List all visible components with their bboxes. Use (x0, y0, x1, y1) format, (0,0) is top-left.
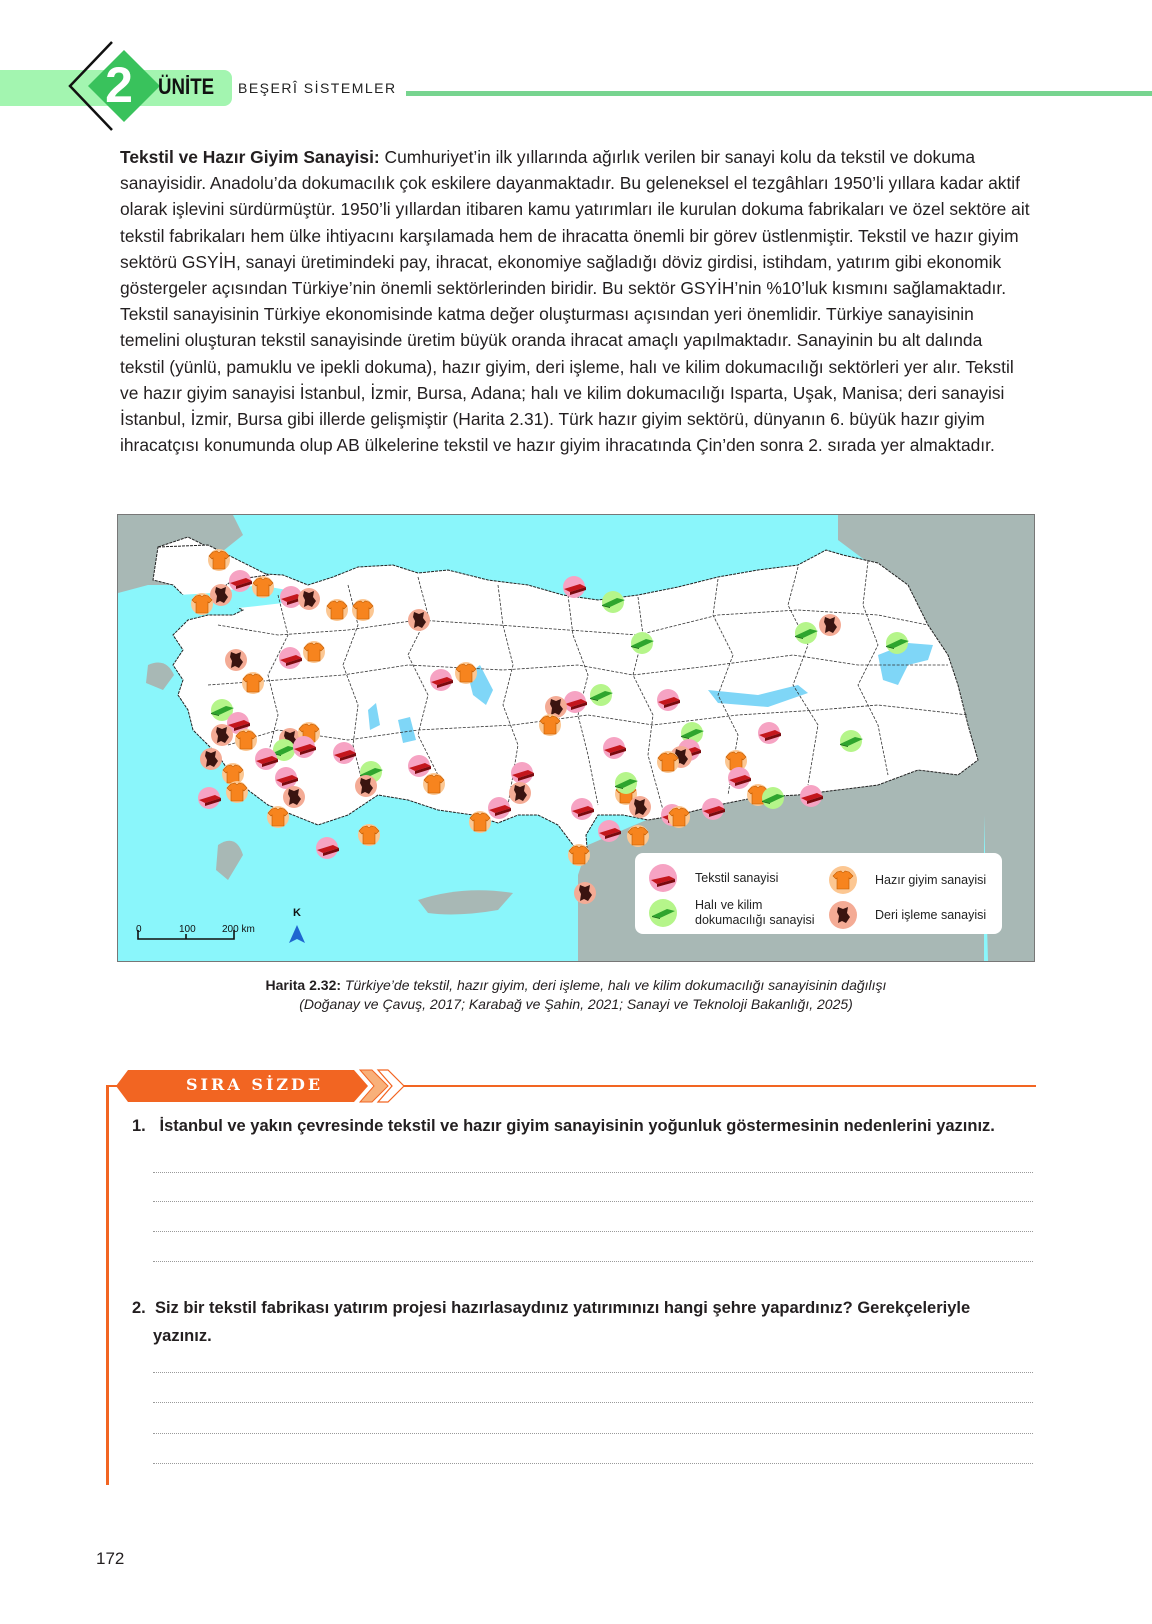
marker-tekstil (603, 737, 626, 759)
question-text-cont: yazınız. (153, 1327, 212, 1345)
legend-item-hali-kilim (649, 898, 815, 928)
activity-title: SIRA SİZDE (186, 1075, 324, 1094)
marker-hali (631, 632, 654, 654)
paragraph-lead: Tekstil ve Hazır Giyim Sanayisi: (120, 147, 380, 167)
marker-hazir (627, 825, 649, 847)
marker-hazir (226, 781, 248, 803)
marker-deri (210, 584, 232, 606)
answer-line[interactable] (153, 1433, 1033, 1434)
marker-tekstil (598, 820, 621, 842)
marker-hazir (358, 824, 380, 846)
marker-deri (574, 882, 596, 904)
marker-tekstil (657, 689, 680, 711)
marker-tekstil (316, 837, 339, 859)
marker-hazir (326, 599, 348, 621)
map-legend (635, 853, 1002, 934)
marker-hazir (423, 773, 445, 795)
unit-number: 2 (105, 57, 133, 113)
marker-tekstil (488, 797, 511, 819)
carpet-icon (649, 899, 677, 927)
question-1 (132, 1117, 995, 1136)
marker-tekstil (563, 576, 586, 598)
legend-item-hazir-giyim (829, 866, 986, 894)
marker-tekstil (279, 647, 302, 669)
marker-hazir (191, 593, 213, 615)
marker-hazir (469, 811, 491, 833)
answer-line[interactable] (153, 1463, 1033, 1464)
marker-hazir (668, 806, 690, 828)
marker-hali (886, 632, 909, 654)
question-number: 1. (132, 1117, 146, 1135)
unit-label: ÜNİTE (158, 74, 215, 99)
marker-hali (840, 730, 863, 752)
legend-item-tekstil (649, 864, 778, 892)
question-number: 2. (132, 1299, 146, 1317)
marker-hazir (208, 549, 230, 571)
marker-deri (408, 609, 430, 631)
legend-label: Deri işleme sanayisi (875, 908, 987, 922)
marker-tekstil (758, 722, 781, 744)
marker-tekstil (564, 691, 587, 713)
body-paragraph (120, 144, 1030, 458)
marker-tekstil (408, 755, 431, 777)
section-title: BEŞERÎ SİSTEMLER (238, 80, 397, 96)
tshirt-icon (829, 866, 857, 894)
answer-line[interactable] (153, 1402, 1033, 1403)
marker-hazir (252, 576, 274, 598)
marker-tekstil (571, 798, 594, 820)
marker-tekstil (702, 798, 725, 820)
marker-tekstil (800, 785, 823, 807)
answer-line[interactable] (153, 1201, 1033, 1202)
answer-line[interactable] (153, 1172, 1033, 1173)
marker-hali (590, 684, 613, 706)
marker-hazir (568, 844, 590, 866)
marker-tekstil (511, 762, 534, 784)
north-arrow-icon (287, 924, 307, 944)
caption-label: Harita 2.32: (265, 977, 342, 993)
scale-tick-0: 0 (136, 924, 142, 935)
marker-hali (762, 787, 785, 809)
marker-hazir (267, 806, 289, 828)
marker-tekstil (275, 767, 298, 789)
question-text: Siz bir tekstil fabrikası yatırım projesi hazırlasaydınız yatırımınızı hangi şehre yapardınız? Gerekçeleriyle (154, 1299, 971, 1317)
paragraph-text: Cumhuriyet’in ilk yıllarında ağırlık verilen bir sanayi kolu da tekstil ve dokuma sanayisidir. Anadolu’da dokumacılık çok eskilere dayanmaktadır. Bu geleneksel el tezgâhları 1950’li yıllara kadar aktif olarak işlevini sürdürmüştür. 1950’li yıllardan itibaren kamu yatırımları ile kurulan dokuma fabrikaları ve özel sektöre ait tekstil fabrikaları hem ülke ihtiyacını karşılamada hem de ihracatta önemli bir görev üstlenmiştir. Tekstil ve hazır giyim sektörü GSYİH, sanayi üretimindeki pay, ihracat, ekonomiye sağladığı döviz girdisi, istihdam, yatırım gibi ekonomik göstergeler açısından Türkiye’nin önemli sektörlerinden biridir. Bu sektör GSYİH’nin %10’luk kısmını sağlamaktadır. Tekstil sanayisinin Türkiye ekonomisinde katma değer oluşturması açısından yeri önemlidir. Türkiye sanayisinin temelini oluşturan tekstil sanayisinde üretim büyük oranda ihracat amaçlı yapılmaktadır. Sanayinin bu alt dalında tekstil (yünlü, pamuklu ve ipekli dokuma), hazır giyim, deri işleme, halı ve kilim dokumacılığı sektörleri yer alır. Tekstil ve hazır giyim sanayisi İstanbul, İzmir, Bursa, Adana; halı ve kilim dokumacılığı Isparta, Uşak, Manisa; deri sanayisi İstanbul, İzmir, Bursa gibi illerde gelişmiştir (Harita 2.31). Türk hazır giyim sektörü, dünyanın 6. büyük hazır giyim ihracatçısı konumunda olup AB ülkelerine tekstil ve hazır giyim ihracatında Çin’den sonra 2. sırada yer almaktadır. (120, 147, 1030, 456)
marker-deri (819, 614, 841, 636)
marker-hali (602, 591, 625, 613)
answer-line[interactable] (153, 1372, 1033, 1373)
scale-bar (136, 924, 286, 946)
question-text: İstanbul ve yakın çevresinde tekstil ve hazır giyim sanayisinin yoğunluk göstermesinin nedenlerini yazınız. (159, 1117, 995, 1135)
scale-tick-100: 100 (179, 924, 196, 935)
marker-hazir (657, 751, 679, 773)
marker-deri (200, 748, 222, 770)
page-number: 172 (96, 1549, 125, 1568)
map-caption (0, 976, 1152, 1014)
marker-tekstil (430, 669, 453, 691)
answer-line[interactable] (153, 1231, 1033, 1232)
marker-hazir (539, 714, 561, 736)
north-label: K (293, 907, 301, 919)
marker-deri (283, 786, 305, 808)
activity-frame-left (106, 1085, 109, 1485)
legend-item-deri (829, 901, 986, 929)
legend-label: Hazır giyim sanayisi (875, 873, 987, 887)
caption-title: Türkiye’de tekstil, hazır giyim, deri işleme, halı ve kilim dokumacılığı sanayisinin dağılışı (341, 977, 887, 993)
marker-deri (355, 775, 377, 797)
marker-hazir (242, 672, 264, 694)
marker-hazir (303, 641, 325, 663)
scale-tick-200: 200 km (222, 924, 255, 935)
legend-label: Tekstil sanayisi (695, 871, 779, 885)
marker-hazir (455, 662, 477, 684)
marker-deri (211, 724, 233, 746)
marker-hazir (352, 599, 374, 621)
marker-tekstil (333, 742, 356, 764)
marker-tekstil (728, 767, 751, 789)
legend-label: Halı ve kilim dokumacılığı sanayisi (695, 898, 815, 927)
leather-hide-icon (829, 901, 857, 929)
activity-frame-top (400, 1085, 1036, 1087)
header-rule (406, 91, 1152, 96)
marker-tekstil (198, 787, 221, 809)
marker-hazir (235, 729, 257, 751)
caption-sources: (Doğanay ve Çavuş, 2017; Karabağ ve Şahin, 2021; Sanayi ve Teknoloji Bakanlığı, 2025) (299, 996, 853, 1012)
question-2 (132, 1294, 970, 1350)
marker-deri (298, 588, 320, 610)
marker-hali (795, 622, 818, 644)
marker-tekstil (229, 570, 252, 592)
marker-deri (629, 796, 651, 818)
marker-deri (225, 649, 247, 671)
marker-deri (509, 782, 531, 804)
fabric-roll-icon (649, 864, 677, 892)
answer-line[interactable] (153, 1261, 1033, 1262)
